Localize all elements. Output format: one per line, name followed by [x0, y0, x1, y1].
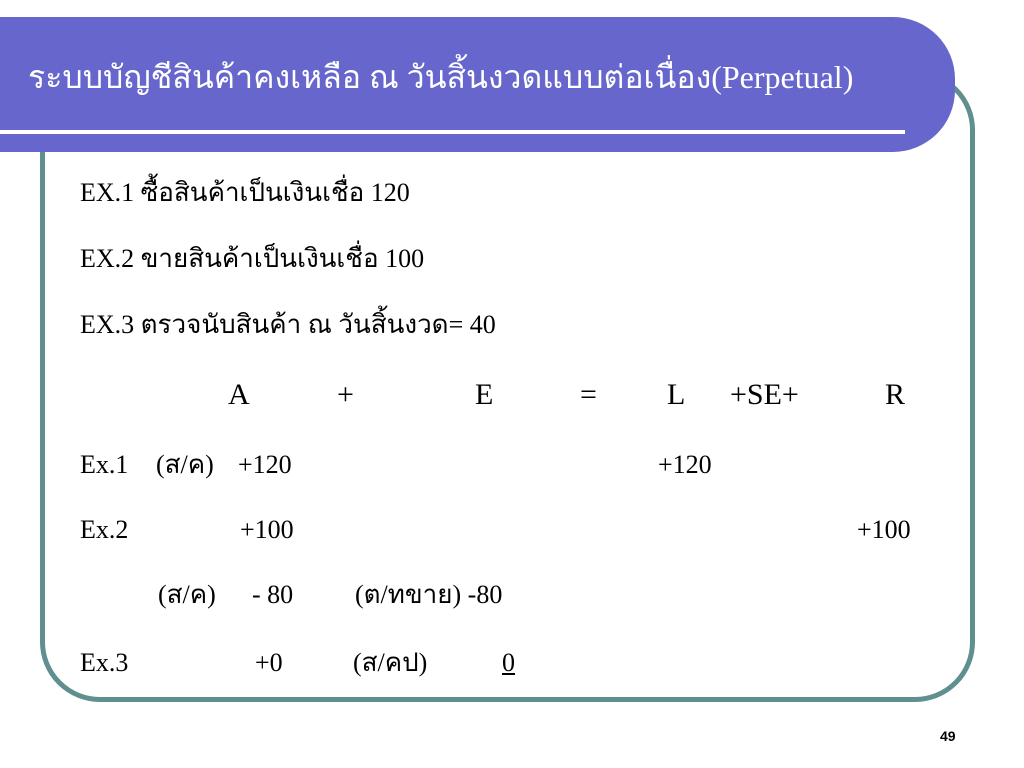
row-ex2b-account: (ส/ค) [158, 580, 216, 609]
equation-plus: + [337, 378, 354, 411]
row-ex2-label: Ex.2 [80, 515, 129, 544]
row-ex2b-assets-value: - 80 [252, 580, 294, 609]
row-ex2-assets-value: +100 [240, 515, 294, 544]
example-1-text: EX.1 ซื้อสินค้าเป็นเงินเชื่อ 120 [80, 178, 410, 207]
equation-assets: A [228, 378, 250, 411]
row-ex3-account: (ส/คป) [353, 648, 428, 677]
row-ex3-expense-value: 0 [502, 648, 515, 677]
row-ex2b-expense-text: (ต/ทขาย) -80 [355, 580, 503, 609]
row-ex1-label: Ex.1 [80, 450, 129, 479]
equation-equals: = [580, 378, 597, 411]
title-underline [0, 130, 905, 134]
row-ex1-account: (ส/ค) [156, 450, 214, 479]
equation-expenses: E [475, 378, 494, 411]
equation-liabilities: L [667, 378, 686, 411]
example-3-text: EX.3 ตรวจนับสินค้า ณ วันสิ้นงวด= 40 [80, 310, 496, 339]
row-ex3-assets-value: +0 [255, 648, 283, 677]
equation-equity: +SE+ [730, 378, 799, 411]
equation-revenue: R [885, 378, 906, 411]
slide-title: ระบบบัญชีสินค้าคงเหลือ ณ วันสิ้นงวดแบบต่อเนื่อง(Perpetual) [28, 59, 854, 95]
row-ex3-label: Ex.3 [80, 648, 129, 677]
row-ex2-revenue-value: +100 [857, 515, 911, 544]
page-number: 49 [940, 728, 956, 744]
row-ex1-liabilities-value: +120 [658, 450, 712, 479]
row-ex1-assets-value: +120 [238, 450, 292, 479]
example-2-text: EX.2 ขายสินค้าเป็นเงินเชื่อ 100 [80, 244, 425, 273]
